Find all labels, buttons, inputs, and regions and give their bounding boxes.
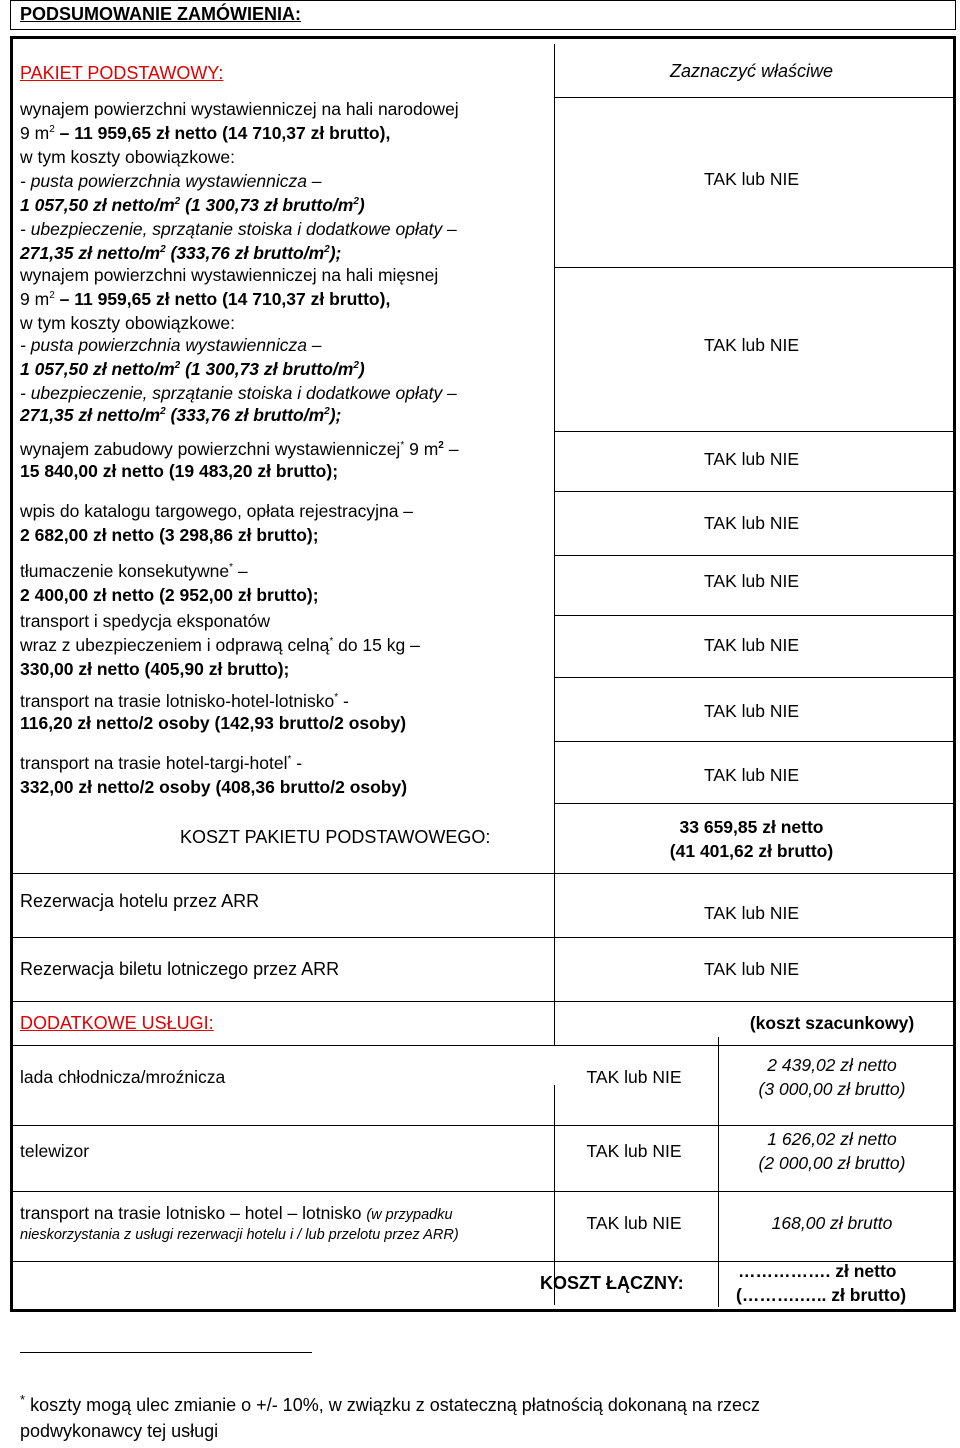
choice-spedycja[interactable]: TAK lub NIE (704, 635, 799, 655)
reservation-flight-label: Rezerwacja biletu lotniczego przez ARR (20, 959, 340, 979)
package-total-label: KOSZT PAKIETU PODSTAWOWEGO: (180, 827, 491, 847)
cost-column-header: (koszt szacunkowy) (749, 1013, 915, 1033)
choice-miesna[interactable]: TAK lub NIE (704, 335, 799, 355)
choice-lada[interactable]: TAK lub NIE (586, 1067, 682, 1087)
choice-transport-lotnisko[interactable]: TAK lub NIE (704, 701, 799, 721)
rule (554, 267, 953, 268)
choice-katalog[interactable]: TAK lub NIE (704, 513, 799, 533)
choice-reservation-flight[interactable]: TAK lub NIE (704, 959, 799, 979)
rule (13, 1191, 953, 1192)
rule (13, 873, 953, 874)
rule (554, 491, 953, 492)
choice-reservation-hotel[interactable]: TAK lub NIE (704, 903, 799, 923)
choice-telewizor[interactable]: TAK lub NIE (586, 1141, 682, 1161)
overall-total-gross: (……….….. zł brutto) (736, 1285, 907, 1305)
reservation-hotel-label: Rezerwacja hotelu przez ARR (20, 891, 260, 911)
rule (13, 1045, 953, 1046)
overall-total-label: KOSZT ŁĄCZNY: (540, 1273, 684, 1293)
rule (554, 555, 953, 556)
rule (13, 1125, 953, 1126)
additional-heading: DODATKOWE USŁUGI: (20, 1013, 214, 1033)
rule (554, 615, 953, 616)
rule (554, 97, 953, 98)
package-total-net: 33 659,85 zł netto (679, 817, 824, 837)
rule (554, 431, 953, 432)
footnote: * koszty mogą ulec zmianie o +/- 10%, w związku z ostateczną płatnością dokonaną na rzecz (20, 1392, 760, 1415)
rule (13, 937, 953, 938)
rule (554, 741, 953, 742)
page-title: PODSUMOWANIE ZAMÓWIENIA: (20, 4, 301, 24)
package-heading: PAKIET PODSTAWOWY: (20, 63, 224, 83)
choice-zabudowa[interactable]: TAK lub NIE (704, 449, 799, 469)
overall-total-net: ……………. zł netto (738, 1261, 897, 1281)
footnote-separator (20, 1352, 312, 1353)
rule (13, 1001, 953, 1002)
choice-transport-targi[interactable]: TAK lub NIE (704, 765, 799, 785)
select-column-header: Zaznaczyć właściwe (669, 61, 834, 81)
footnote-line2: podwykonawcy tej usługi (20, 1421, 219, 1441)
rule (554, 803, 953, 804)
choice-transport-dodatkowy[interactable]: TAK lub NIE (586, 1213, 682, 1233)
column-divider-main (554, 44, 555, 1045)
rule (554, 677, 953, 678)
package-total-gross: (41 401,62 zł brutto) (669, 841, 834, 861)
choice-tlumaczenie[interactable]: TAK lub NIE (704, 571, 799, 591)
choice-narodowa[interactable]: TAK lub NIE (704, 169, 799, 189)
